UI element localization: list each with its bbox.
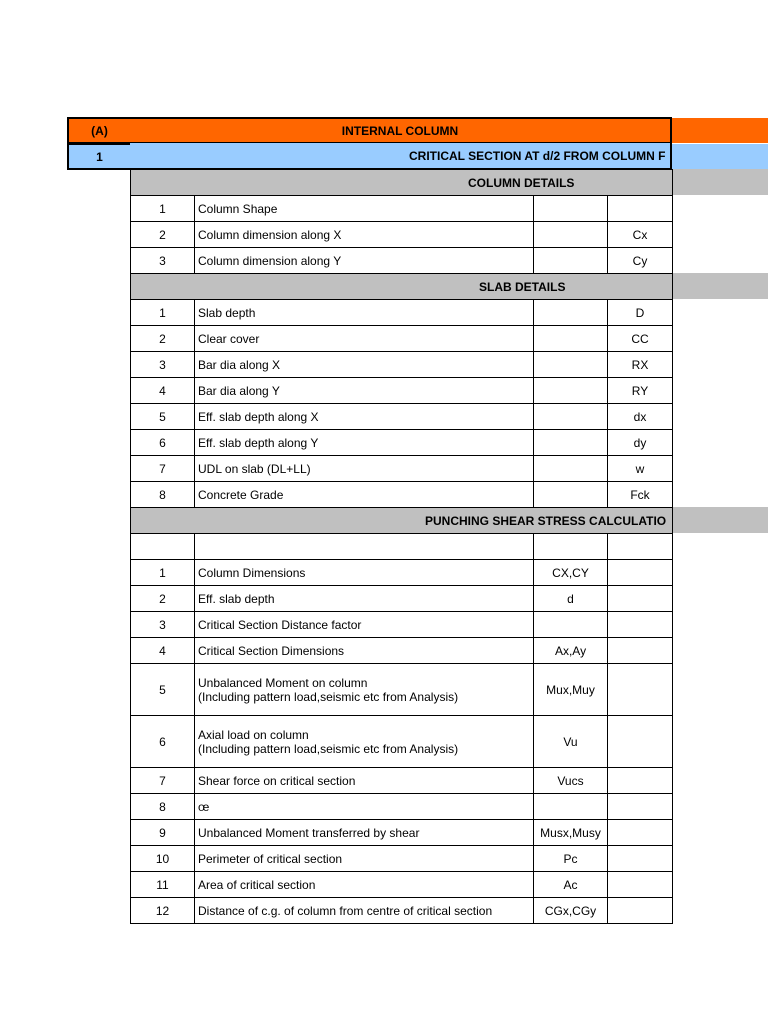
symbol-cell[interactable] <box>534 378 608 404</box>
description-cell[interactable]: Area of critical section <box>195 872 534 898</box>
description-cell[interactable]: Distance of c.g. of column from centre of critical section <box>195 898 534 924</box>
table-row <box>131 872 673 898</box>
value-cell[interactable] <box>608 716 673 768</box>
symbol-cell[interactable]: Ax,Ay <box>534 638 608 664</box>
serial-number-cell[interactable]: 4 <box>131 378 195 404</box>
value-cell[interactable] <box>608 612 673 638</box>
section-a-title[interactable]: INTERNAL COLUMN <box>130 117 672 144</box>
table-row <box>131 482 673 508</box>
serial-number-cell[interactable]: 7 <box>131 768 195 794</box>
table-row <box>131 456 673 482</box>
description-line-1: Unbalanced Moment on column <box>198 675 368 690</box>
table-row <box>131 300 673 326</box>
description-line-2: (Including pattern load,seismic etc from Analysis) <box>198 741 459 756</box>
description-cell[interactable]: œ <box>195 794 534 820</box>
description-cell[interactable]: UDL on slab (DL+LL) <box>195 456 534 482</box>
description-cell[interactable]: Shear force on critical section <box>195 768 534 794</box>
section-header-row <box>131 508 673 534</box>
symbol-cell[interactable] <box>534 430 608 456</box>
punching-header-overflow <box>672 507 768 533</box>
serial-number-cell[interactable]: 1 <box>131 560 195 586</box>
description-line-1: Axial load on column <box>198 727 309 742</box>
slab-details-heading[interactable]: SLAB DETAILS <box>131 274 673 300</box>
section-b-title-overflow <box>672 144 768 169</box>
serial-number-cell[interactable]: 1 <box>131 300 195 326</box>
symbol-cell[interactable] <box>534 352 608 378</box>
description-cell[interactable]: Clear cover <box>195 326 534 352</box>
value-cell[interactable]: Fck <box>608 482 673 508</box>
calculation-table <box>130 169 673 924</box>
slab-details-header-overflow <box>672 273 768 299</box>
section-header-row <box>131 274 673 300</box>
table-row <box>131 664 673 716</box>
symbol-cell[interactable] <box>534 612 608 638</box>
value-cell[interactable] <box>608 872 673 898</box>
description-cell[interactable]: Column Dimensions <box>195 560 534 586</box>
serial-number-cell[interactable]: 11 <box>131 872 195 898</box>
value-cell[interactable]: dy <box>608 430 673 456</box>
punching-shear-heading[interactable]: PUNCHING SHEAR STRESS CALCULATIO <box>131 508 673 534</box>
value-cell[interactable]: RX <box>608 352 673 378</box>
description-cell[interactable] <box>195 716 534 768</box>
column-details-header-overflow <box>672 169 768 195</box>
serial-number-cell[interactable]: 5 <box>131 404 195 430</box>
description-cell[interactable]: Column dimension along Y <box>195 248 534 274</box>
value-cell[interactable]: w <box>608 456 673 482</box>
symbol-cell[interactable] <box>534 404 608 430</box>
table-row <box>131 586 673 612</box>
value-cell[interactable]: RY <box>608 378 673 404</box>
column-details-heading[interactable]: COLUMN DETAILS <box>131 170 673 196</box>
value-cell[interactable]: Cx <box>608 222 673 248</box>
table-row <box>131 248 673 274</box>
symbol-cell[interactable] <box>534 794 608 820</box>
table-row <box>131 560 673 586</box>
description-cell[interactable]: Eff. slab depth <box>195 586 534 612</box>
description-cell[interactable] <box>195 534 534 560</box>
description-cell[interactable]: Unbalanced Moment transferred by shear <box>195 820 534 846</box>
serial-number-cell[interactable]: 3 <box>131 612 195 638</box>
serial-number-cell[interactable]: 6 <box>131 716 195 768</box>
table-row <box>131 326 673 352</box>
description-cell[interactable]: Critical Section Distance factor <box>195 612 534 638</box>
description-cell[interactable]: Slab depth <box>195 300 534 326</box>
table-row <box>131 820 673 846</box>
description-line-2: (Including pattern load,seismic etc from Analysis) <box>198 689 459 704</box>
value-cell[interactable] <box>608 898 673 924</box>
serial-number-cell[interactable]: 8 <box>131 482 195 508</box>
description-cell[interactable]: Eff. slab depth along X <box>195 404 534 430</box>
serial-number-cell[interactable]: 3 <box>131 352 195 378</box>
symbol-cell[interactable]: d <box>534 586 608 612</box>
symbol-cell[interactable] <box>534 222 608 248</box>
value-cell[interactable]: CC <box>608 326 673 352</box>
value-cell[interactable] <box>608 820 673 846</box>
symbol-cell[interactable]: Musx,Musy <box>534 820 608 846</box>
serial-number-cell[interactable]: 2 <box>131 586 195 612</box>
value-cell[interactable]: D <box>608 300 673 326</box>
serial-number-cell[interactable]: 7 <box>131 456 195 482</box>
symbol-cell[interactable]: CX,CY <box>534 560 608 586</box>
symbol-cell[interactable] <box>534 326 608 352</box>
symbol-cell[interactable]: Vu <box>534 716 608 768</box>
symbol-cell[interactable] <box>534 196 608 222</box>
serial-number-cell[interactable] <box>131 534 195 560</box>
symbol-cell[interactable]: Ac <box>534 872 608 898</box>
serial-number-cell[interactable]: 10 <box>131 846 195 872</box>
value-cell[interactable] <box>608 794 673 820</box>
value-cell[interactable] <box>608 534 673 560</box>
table-row <box>131 352 673 378</box>
value-cell[interactable] <box>608 560 673 586</box>
value-cell[interactable]: Cy <box>608 248 673 274</box>
table-row <box>131 378 673 404</box>
section-header-row <box>131 170 673 196</box>
symbol-cell[interactable] <box>534 300 608 326</box>
symbol-cell[interactable]: Pc <box>534 846 608 872</box>
serial-number-cell[interactable]: 3 <box>131 248 195 274</box>
description-cell[interactable] <box>195 664 534 716</box>
description-cell[interactable]: Column dimension along X <box>195 222 534 248</box>
serial-number-cell[interactable]: 12 <box>131 898 195 924</box>
symbol-cell[interactable]: Vucs <box>534 768 608 794</box>
symbol-cell[interactable] <box>534 456 608 482</box>
section-b-number[interactable]: 1 <box>67 143 132 170</box>
serial-number-cell[interactable]: 9 <box>131 820 195 846</box>
description-cell[interactable]: Critical Section Dimensions <box>195 638 534 664</box>
table-row <box>131 196 673 222</box>
table-row <box>131 638 673 664</box>
symbol-cell[interactable] <box>534 534 608 560</box>
value-cell[interactable] <box>608 638 673 664</box>
table-row <box>131 846 673 872</box>
description-cell[interactable]: Bar dia along X <box>195 352 534 378</box>
description-cell[interactable]: Bar dia along Y <box>195 378 534 404</box>
table-row <box>131 404 673 430</box>
serial-number-cell[interactable]: 2 <box>131 326 195 352</box>
table-row <box>131 534 673 560</box>
section-a-title-overflow <box>672 118 768 143</box>
serial-number-cell[interactable]: 2 <box>131 222 195 248</box>
value-cell[interactable] <box>608 586 673 612</box>
serial-number-cell[interactable]: 1 <box>131 196 195 222</box>
table-row <box>131 898 673 924</box>
value-cell[interactable]: dx <box>608 404 673 430</box>
table-row <box>131 716 673 768</box>
table-row <box>131 430 673 456</box>
description-cell[interactable]: Column Shape <box>195 196 534 222</box>
symbol-cell[interactable] <box>534 482 608 508</box>
description-cell[interactable]: Eff. slab depth along Y <box>195 430 534 456</box>
serial-number-cell[interactable]: 5 <box>131 664 195 716</box>
description-cell[interactable]: Concrete Grade <box>195 482 534 508</box>
section-b-title[interactable]: CRITICAL SECTION AT d/2 FROM COLUMN F <box>130 143 672 170</box>
symbol-cell[interactable]: CGx,CGy <box>534 898 608 924</box>
table-row <box>131 768 673 794</box>
serial-number-cell[interactable]: 4 <box>131 638 195 664</box>
description-cell[interactable]: Perimeter of critical section <box>195 846 534 872</box>
serial-number-cell[interactable]: 6 <box>131 430 195 456</box>
value-cell[interactable] <box>608 846 673 872</box>
symbol-cell[interactable] <box>534 248 608 274</box>
table-row <box>131 612 673 638</box>
value-cell[interactable] <box>608 664 673 716</box>
value-cell[interactable] <box>608 768 673 794</box>
value-cell[interactable] <box>608 196 673 222</box>
table-row <box>131 794 673 820</box>
table-row <box>131 222 673 248</box>
serial-number-cell[interactable]: 8 <box>131 794 195 820</box>
section-a-number[interactable]: (A) <box>67 117 132 144</box>
symbol-cell[interactable]: Mux,Muy <box>534 664 608 716</box>
